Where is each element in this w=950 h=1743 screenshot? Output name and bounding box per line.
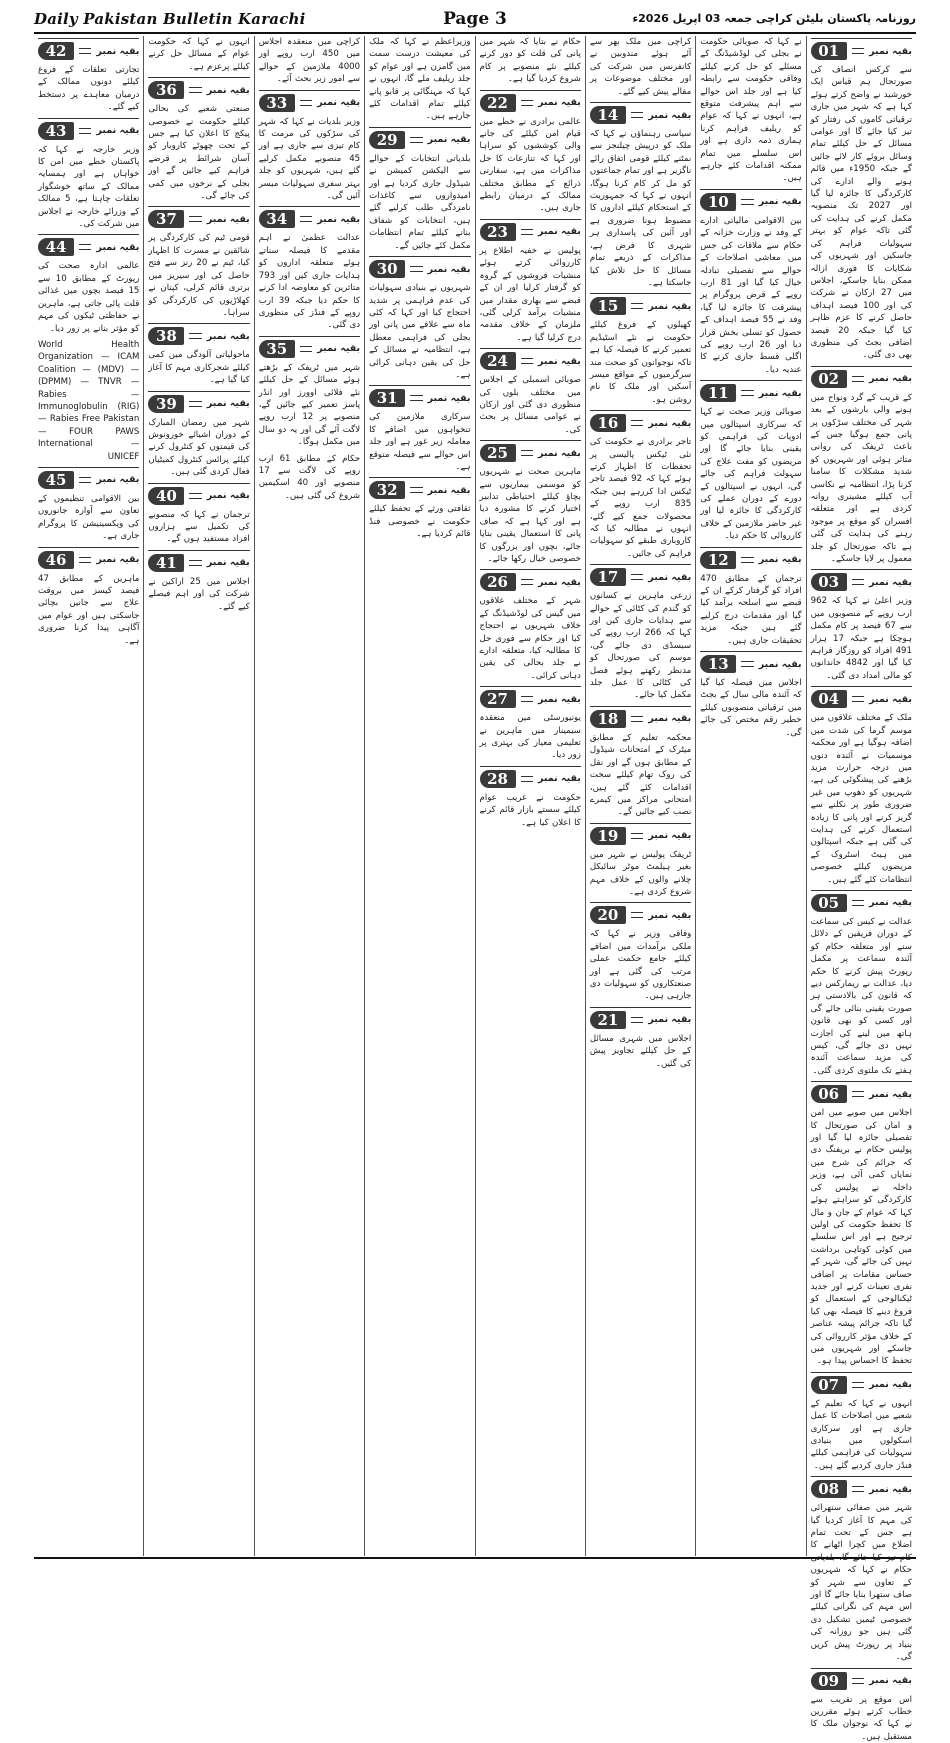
- continuation-label: بقیہ نمبر: [207, 490, 250, 501]
- continuation-tag: [480, 348, 581, 371]
- continuation-number: 03: [811, 573, 847, 591]
- news-paragraph: پولیس نے خفیہ اطلاع پر کارروائی کرتے ہوئے منشیات فروشوں کے گروہ کو گرفتار کرلیا اور ان کے قبضے سے بھاری مقدار میں منشیات برآمد کرلی گئی، ملزمان کے خلاف مقدمہ درج کرلیا گیا ہے۔: [480, 245, 581, 344]
- continuation-number: 12: [700, 551, 736, 569]
- news-paragraph: ماہرین کے مطابق 47 فیصد کیسز میں بروقت علاج سے جانیں بچائی جاسکتی ہیں اور عوام میں آگاہی پیدا کرنا ضروری ہے۔: [38, 573, 139, 647]
- continuation-number: 37: [148, 210, 184, 228]
- arrow-lines-icon: [629, 109, 645, 121]
- continuation-tag: [811, 38, 912, 61]
- news-paragraph: وفاقی وزیر نے کہا کہ ملکی برآمدات میں اضافے کیلئے جامع حکمت عملی مرتب کی گئی ہے اور صنعتکاروں کو سہولیات دی جارہی ہیں۔: [590, 928, 691, 1002]
- continuation-tag: [480, 569, 581, 592]
- continuation-number: 23: [480, 223, 516, 241]
- arrow-lines-icon: [519, 97, 535, 109]
- continuation-tag: [148, 550, 249, 573]
- continuation-label: بقیہ نمبر: [648, 910, 691, 921]
- arrow-lines-icon: [739, 387, 755, 399]
- continuation-number: 31: [369, 389, 405, 407]
- continuation-label: بقیہ نمبر: [538, 97, 581, 108]
- continuation-tag: [148, 391, 249, 414]
- continuation-tag: [811, 686, 912, 709]
- continuation-label: بقیہ نمبر: [207, 214, 250, 225]
- continuation-tag: [811, 1476, 912, 1499]
- continuation-number: 43: [38, 122, 74, 140]
- continuation-number: 01: [811, 42, 847, 60]
- continuation-number: 41: [148, 554, 184, 572]
- continuation-tag: [369, 256, 470, 279]
- news-column: [475, 36, 585, 1556]
- continuation-number: 02: [811, 370, 847, 388]
- arrow-lines-icon: [77, 241, 93, 253]
- arrow-lines-icon: [408, 263, 424, 275]
- arrow-lines-icon: [629, 571, 645, 583]
- arrow-lines-icon: [629, 1014, 645, 1026]
- news-paragraph: World Health Organization — ICAM Coalition — (MDV) — (DPMM) — TNVR — Rabies — Immunoglobulin (RIG) — Rabies Free Pakistan — FOUR PAWS International — UNICEF: [38, 339, 139, 463]
- news-paragraph: سے کرکس انصاف کی صورتحال ہم قیاس ایک خورشید نے واضح کرتے ہوئے کہا ہے کہ شہر میں جاری ترقیاتی کاموں کی رفتار کو تیز کیا جائے گا اور عوامی مسائل کے حل کیلئے تمام وسائل بروئے کار لائے جائیں گے جبکہ 1950ء میں قائم ہونے والے ادارے کی کارکردگی کا جائزہ لیا گیا اور 2027 تک منصوبہ مکمل کرنے کی ہدایت کی گئی تاکہ عوام کو بہتر سہولیات فراہم کی جاسکیں اور شہریوں کی شکایات کا فوری ازالہ ممکن بنایا جاسکے، اجلاس میں 27 ارکان نے شرکت کی اور 100 فیصد اہداف حاصل کرنے کا عزم ظاہر کیا گیا جبکہ 20 فیصد اضافی بجٹ کی منظوری بھی دی گئی۔: [811, 64, 912, 362]
- continuation-number: 46: [38, 551, 74, 569]
- news-paragraph: یونیورسٹی میں منعقدہ سیمینار میں ماہرین نے تعلیمی معیار کی بہتری پر زور دیا۔: [480, 712, 581, 762]
- continuation-number: 11: [700, 384, 736, 402]
- news-paragraph: وزیر اعلیٰ نے کہا کہ 962 ارب روپے کے منصوبوں میں سے 67 فیصد پر کام مکمل ہوچکا ہے جبکہ 17 ہزار 491 افراد کو روزگار فراہم کیا گیا اور 4842 خاندانوں کو مالی امداد دی گئی۔: [811, 595, 912, 682]
- continuation-number: 14: [590, 106, 626, 124]
- news-column: [364, 36, 474, 1556]
- continuation-number: 22: [480, 94, 516, 112]
- continuation-number: 05: [811, 894, 847, 912]
- continuation-number: 18: [590, 710, 626, 728]
- continuation-label: بقیہ نمبر: [317, 97, 360, 108]
- arrow-lines-icon: [77, 125, 93, 137]
- arrow-lines-icon: [77, 554, 93, 566]
- arrow-lines-icon: [739, 196, 755, 208]
- news-paragraph: حکام نے بتایا کہ شہر میں پانی کی قلت کو دور کرنے کیلئے نئے منصوبے پر کام شروع کردیا گیا ہے۔: [480, 36, 581, 86]
- news-paragraph: محکمہ تعلیم کے مطابق میٹرک کے امتحانات شیڈول کے مطابق ہوں گے اور نقل کی روک تھام کیلئے سخت اقدامات کئے گئے ہیں، امتحانی مراکز میں کیمرے نصب کیے جائیں گے۔: [590, 732, 691, 819]
- continuation-label: بقیہ نمبر: [869, 46, 912, 57]
- news-paragraph: اجلاس میں شہری مسائل کے حل کیلئے تجاویز پیش کی گئیں۔: [590, 1033, 691, 1070]
- arrow-lines-icon: [850, 1483, 866, 1495]
- continuation-label: بقیہ نمبر: [648, 1014, 691, 1025]
- arrow-lines-icon: [77, 45, 93, 57]
- continuation-label: بقیہ نمبر: [538, 356, 581, 367]
- continuation-label: بقیہ نمبر: [648, 713, 691, 724]
- continuation-label: بقیہ نمبر: [96, 242, 139, 253]
- continuation-label: بقیہ نمبر: [869, 1675, 912, 1686]
- arrow-lines-icon: [850, 897, 866, 909]
- continuation-tag: [480, 90, 581, 113]
- news-column: [806, 36, 916, 1556]
- continuation-tag: [38, 38, 139, 61]
- news-paragraph: صوبائی وزیر صحت نے کہا کہ سرکاری اسپتالوں میں ادویات کی فراہمی کو یقینی بنایا جائے گا اور مریضوں کو مفت علاج کی سہولت فراہم کی جائے گی، انہوں نے اسپتالوں کے دورے کے دوران عملے کی کارکردگی کا جائزہ لیا اور غیر حاضر ملازمین کے خلاف کارروائی کا حکم دیا۔: [700, 406, 801, 542]
- footer-rule: [34, 1557, 916, 1559]
- continuation-label: بقیہ نمبر: [538, 226, 581, 237]
- continuation-tag: [700, 547, 801, 570]
- continuation-number: 28: [480, 770, 516, 788]
- continuation-tag: [259, 206, 360, 229]
- continuation-tag: [148, 483, 249, 506]
- arrow-lines-icon: [850, 373, 866, 385]
- continuation-number: 34: [259, 210, 295, 228]
- masthead-english-title: Daily Pakistan Bulletin Karachi: [34, 10, 306, 28]
- arrow-lines-icon: [519, 693, 535, 705]
- continuation-number: 42: [38, 42, 74, 60]
- news-paragraph: سیاسی رہنماؤں نے کہا کہ ملک کو درپیش چیلنجز سے نمٹنے کیلئے قومی اتفاق رائے ناگزیر ہے اور تمام جماعتوں کو مل کر کام کرنا ہوگا، انہوں نے کہا کہ جمہوریت کے استحکام کیلئے اداروں کا مضبوط ہونا ضروری ہے اور آئین کی پاسداری ہر شہری کا فرض ہے، مذاکرات کے ذریعے تمام مسائل کا حل تلاش کیا جاسکتا ہے۔: [590, 128, 691, 289]
- continuation-tag: [811, 569, 912, 592]
- page-number: Page 3: [34, 9, 916, 29]
- news-paragraph: حکام کے مطابق 61 ارب روپے کی لاگت سے 17 منصوبے اور 40 اسکیمیں شروع کی گئی ہیں۔: [259, 453, 360, 503]
- continuation-label: بقیہ نمبر: [207, 557, 250, 568]
- news-paragraph: عالمی برادری نے خطے میں قیام امن کیلئے کی جانے والی کوششوں کو سراہا اور کہا کہ تنازعات کا حل مذاکرات میں ہے، سفارتی ذرائع کے مطابق مختلف ممالک کے درمیان رابطے جاری ہیں۔: [480, 116, 581, 215]
- arrow-lines-icon: [519, 447, 535, 459]
- arrow-lines-icon: [850, 693, 866, 705]
- continuation-label: بقیہ نمبر: [317, 343, 360, 354]
- continuation-tag: [369, 385, 470, 408]
- news-paragraph: سرکاری ملازمین کی تنخواہوں میں اضافے کا معاملہ زیر غور ہے اور جلد اس حوالے سے فیصلہ متوقع ہے۔: [369, 411, 470, 473]
- arrow-lines-icon: [408, 392, 424, 404]
- continuation-label: بقیہ نمبر: [759, 196, 802, 207]
- continuation-tag: [480, 686, 581, 709]
- continuation-label: بقیہ نمبر: [96, 474, 139, 485]
- news-column: [695, 36, 805, 1556]
- continuation-label: بقیہ نمبر: [869, 373, 912, 384]
- news-paragraph: ترجمان نے کہا کہ منصوبے کی تکمیل سے ہزاروں افراد مستفید ہوں گے۔: [148, 509, 249, 546]
- continuation-number: 07: [811, 1376, 847, 1394]
- continuation-tag: [590, 902, 691, 925]
- arrow-lines-icon: [298, 97, 314, 109]
- continuation-tag: [811, 366, 912, 389]
- continuation-number: 10: [700, 193, 736, 211]
- continuation-tag: [590, 410, 691, 433]
- arrow-lines-icon: [298, 213, 314, 225]
- continuation-number: 24: [480, 352, 516, 370]
- news-paragraph: بین الاقوامی مالیاتی ادارے کے وفد نے وزارت خزانہ کے حکام سے ملاقات کی جس میں معاشی اصلاحات کے حوالے سے تفصیلی تبادلہ خیال کیا گیا اور 81 ارب روپے کے قرض پروگرام پر پیشرفت کا جائزہ لیا گیا، وفد نے 55 فیصد اہداف کے حصول کو تسلی بخش قرار دیا اور 26 ارب روپے کی اگلی قسط جاری کرنے کا عندیہ دیا۔: [700, 215, 801, 376]
- continuation-label: بقیہ نمبر: [648, 418, 691, 429]
- continuation-number: 09: [811, 1672, 847, 1690]
- continuation-label: بقیہ نمبر: [869, 1379, 912, 1390]
- news-paragraph: تجارتی تعلقات کے فروغ کیلئے دونوں ممالک کے درمیان معاہدے پر دستخط کیے گئے۔: [38, 64, 139, 114]
- continuation-tag: [590, 102, 691, 125]
- news-paragraph: ملک کے مختلف علاقوں میں موسم گرما کی شدت میں اضافہ ہوگیا ہے اور محکمہ موسمیات نے آئندہ دنوں میں درجہ حرارت مزید بڑھنے کی پیشگوئی کی ہے، شہریوں کو دھوپ میں غیر ضروری طور پر نکلنے سے گریز کرنے اور پانی کا زیادہ استعمال کرنے کی ہدایت کی گئی ہے جبکہ اسپتالوں میں ہیٹ اسٹروک کے مریضوں کیلئے خصوصی انتظامات کئے گئے ہیں۔: [811, 712, 912, 886]
- news-paragraph: کھیلوں کے فروغ کیلئے حکومت نے نئے اسٹیڈیم تعمیر کرنے کا فیصلہ کیا ہے تاکہ نوجوانوں کو صحت مند سرگرمیوں کے مواقع میسر آسکیں اور ملک کا نام روشن ہو۔: [590, 319, 691, 406]
- continuation-tag: [811, 1372, 912, 1395]
- arrow-lines-icon: [739, 658, 755, 670]
- arrow-lines-icon: [739, 554, 755, 566]
- continuation-number: 17: [590, 568, 626, 586]
- news-paragraph: شہر میں صفائی ستھرائی کی مہم کا آغاز کردیا گیا ہے جس کے تحت تمام اضلاع میں کچرا اٹھانے کا کام تیز کیا جائے گا، بلدیاتی حکام نے کہا کہ شہریوں کے تعاون سے شہر کو صاف ستھرا بنایا جائے گا اور اس مہم کی نگرانی کیلئے خصوصی ٹیمیں تشکیل دی گئی ہیں جو روزانہ کی بنیاد پر رپورٹ پیش کریں گی۔: [811, 1502, 912, 1663]
- continuation-number: 06: [811, 1085, 847, 1103]
- continuation-tag: [590, 564, 691, 587]
- continuation-number: 25: [480, 444, 516, 462]
- arrow-lines-icon: [187, 398, 203, 410]
- news-paragraph: تاجر برادری نے حکومت کی نئی ٹیکس پالیسی پر تحفظات کا اظہار کرتے ہوئے کہا کہ 92 فیصد تاجر ٹیکس ادا کررہے ہیں جبکہ 835 ارب روپے کے محصولات جمع کیے گئے، انہوں نے مطالبہ کیا کہ کاروباری طبقے کو سہولیات فراہم کی جائیں۔: [590, 436, 691, 560]
- news-column: [254, 36, 364, 1556]
- news-paragraph: انہوں نے کہا کہ تعلیم کے شعبے میں اصلاحات کا عمل جاری ہے اور سرکاری اسکولوں میں بنیادی سہولیات کی فراہمی کیلئے فنڈز جاری کردیے گئے ہیں۔: [811, 1398, 912, 1472]
- arrow-lines-icon: [187, 490, 203, 502]
- continuation-label: بقیہ نمبر: [759, 388, 802, 399]
- arrow-lines-icon: [408, 484, 424, 496]
- continuation-tag: [259, 90, 360, 113]
- news-paragraph: صنعتی شعبے کی بحالی کیلئے حکومت نے خصوصی پیکج کا اعلان کیا ہے جس کے تحت چھوٹے کاروبار کو آسان شرائط پر قرضے فراہم کیے جائیں گے اور بجلی کے نرخوں میں کمی کی جائے گی۔: [148, 103, 249, 202]
- continuation-tag: [700, 380, 801, 403]
- news-paragraph: اجلاس میں 25 اراکین نے شرکت کی اور اہم فیصلے کیے گئے۔: [148, 576, 249, 613]
- continuation-number: 33: [259, 94, 295, 112]
- continuation-number: 44: [38, 238, 74, 256]
- arrow-lines-icon: [187, 84, 203, 96]
- continuation-number: 36: [148, 81, 184, 99]
- news-paragraph: شہریوں نے بنیادی سہولیات کی عدم فراہمی پر شدید احتجاج کیا اور کہا کہ کئی ماہ سے علاقے میں پانی اور بجلی کی فراہمی معطل ہے، انتظامیہ نے مسائل کے حل کی یقین دہانی کرائی ہے۔: [369, 282, 470, 381]
- continuation-tag: [590, 823, 691, 846]
- news-paragraph: قومی ٹیم کی کارکردگی پر شائقین نے مسرت کا اظہار کیا، ٹیم نے 20 رنز سے فتح حاصل کی اور سیریز میں برتری قائم کرلی، کپتان نے کھلاڑیوں کی کارکردگی کو سراہا۔: [148, 232, 249, 319]
- continuation-number: 38: [148, 327, 184, 345]
- arrow-lines-icon: [629, 417, 645, 429]
- continuation-label: بقیہ نمبر: [869, 1484, 912, 1495]
- continuation-label: بقیہ نمبر: [538, 773, 581, 784]
- continuation-tag: [369, 127, 470, 150]
- arrow-lines-icon: [77, 474, 93, 486]
- arrow-lines-icon: [850, 576, 866, 588]
- news-paragraph: ماحولیاتی آلودگی میں کمی کیلئے شجرکاری مہم کا آغاز کیا گیا ہے۔: [148, 349, 249, 386]
- news-column: [34, 36, 143, 1556]
- news-paragraph: اس موقع پر تقریب سے خطاب کرتے ہوئے مقررین نے کہا کہ نوجوان ملک کا مستقبل ہیں۔: [811, 1694, 912, 1743]
- continuation-tag: [259, 336, 360, 359]
- continuation-label: بقیہ نمبر: [538, 577, 581, 588]
- news-paragraph: بلدیاتی انتخابات کے حوالے سے الیکشن کمیشن نے شیڈول جاری کردیا ہے اور امیدواروں سے کاغذات نامزدگی طلب کرلیے گئے ہیں، انتخابات کو شفاف بنانے کیلئے تمام انتظامات مکمل کئے جائیں گے۔: [369, 153, 470, 252]
- continuation-number: 26: [480, 573, 516, 591]
- news-paragraph: شہر میں ٹریفک کے بڑھتے ہوئے مسائل کے حل کیلئے نئے فلائی اوورز اور انڈر پاسز تعمیر کیے جائیں گے، منصوبے پر 12 ارب روپے لاگت آئے گی اور یہ دو سال میں مکمل ہوگا۔: [259, 362, 360, 449]
- continuation-label: بقیہ نمبر: [759, 659, 802, 670]
- continuation-label: بقیہ نمبر: [428, 393, 471, 404]
- news-column: [585, 36, 695, 1556]
- continuation-tag: [590, 706, 691, 729]
- news-paragraph: کے قریب کے گرد ونواح میں ہونے والی بارشوں کے بعد شہر کی مختلف سڑکوں پر پانی جمع ہوگیا جس کے باعث ٹریفک کی روانی متاثر ہوئی اور شہریوں کو شدید مشکلات کا سامنا کرنا پڑا، انتظامیہ نے نکاسی آب کیلئے مشینری روانہ کردی ہے اور متعلقہ افسران کو موقع پر موجود رہنے کی ہدایت کی گئی ہے تاکہ صورتحال کو جلد معمول پر لایا جاسکے۔: [811, 392, 912, 566]
- continuation-tag: [480, 440, 581, 463]
- news-paragraph: وزیر بلدیات نے کہا کہ شہر کی سڑکوں کی مرمت کا کام تیزی سے جاری ہے اور 45 منصوبے مکمل کرلیے گئے ہیں، شہریوں کو جلد بہتر سفری سہولیات میسر آئیں گی۔: [259, 116, 360, 203]
- continuation-tag: [700, 189, 801, 212]
- continuation-number: 29: [369, 131, 405, 149]
- news-paragraph: حکومت نے غریب عوام کیلئے سستے بازار قائم کرنے کا اعلان کیا ہے۔: [480, 792, 581, 829]
- news-paragraph: عدالت عظمیٰ نے اہم مقدمے کا فیصلہ سناتے ہوئے متعلقہ اداروں کو ہدایات جاری کیں اور 793 متاثرین کو معاوضہ ادا کرنے کا حکم دیا جبکہ 39 ارب روپے کے فنڈز کی منظوری دی گئی۔: [259, 232, 360, 331]
- continuation-label: بقیہ نمبر: [428, 264, 471, 275]
- continuation-tag: [590, 293, 691, 316]
- news-paragraph: کراچی میں ملک بھر سے آئے ہوئے مندوبین نے کانفرنس میں شرکت کی اور مختلف موضوعات پر مقالے پیش کیے گئے۔: [590, 36, 691, 98]
- continuation-number: 20: [590, 906, 626, 924]
- continuation-tag: [38, 467, 139, 490]
- continuation-label: بقیہ نمبر: [869, 1089, 912, 1100]
- news-paragraph: نے کہا کہ صوبائی حکومت نے بجلی کی لوڈشیڈنگ کے مسئلے کو حل کرنے کیلئے وفاقی حکومت سے رابطہ کیا ہے اور جلد اس حوالے سے اہم پیشرفت متوقع ہے، انہوں نے کہا کہ عوام کو ریلیف فراہم کرنا ہماری ذمہ داری ہے اور اس سلسلے میں تمام ممکنہ اقدامات کئے جارہے ہیں۔: [700, 36, 801, 185]
- continuation-number: 35: [259, 340, 295, 358]
- arrow-lines-icon: [187, 557, 203, 569]
- continuation-tag: [700, 651, 801, 674]
- news-paragraph: انہوں نے کہا کہ حکومت عوام کے مسائل حل کرنے کیلئے پرعزم ہے۔: [148, 36, 249, 73]
- continuation-label: بقیہ نمبر: [648, 110, 691, 121]
- continuation-tag: [369, 477, 470, 500]
- news-paragraph: ٹریفک پولیس نے شہر میں بغیر ہیلمٹ موٹر سائیکل چلانے والوں کے خلاف مہم شروع کردی ہے۔: [590, 849, 691, 899]
- news-paragraph: زرعی ماہرین نے کسانوں کو گندم کی کٹائی کے حوالے سے ہدایات جاری کیں اور کہا کہ 266 ارب روپے کی سبسڈی دی جائے گی، موسم کی صورتحال کو مدنظر رکھتے ہوئے فصل کی کٹائی کا عمل جلد مکمل کیا جائے۔: [590, 590, 691, 702]
- continuation-label: بقیہ نمبر: [759, 554, 802, 565]
- continuation-label: بقیہ نمبر: [96, 554, 139, 565]
- continuation-label: بقیہ نمبر: [648, 572, 691, 583]
- news-paragraph: وزیراعظم نے کہا کہ ملک کی معیشت درست سمت میں گامزن ہے اور عوام کو جلد ریلیف ملے گا، انہوں نے کہا کہ مہنگائی پر قابو پانے کیلئے تمام اقدامات کئے جارہے ہیں۔: [369, 36, 470, 123]
- news-paragraph: ترجمان کے مطابق 470 افراد کو گرفتار کرکے ان کے قبضے سے اسلحہ برآمد کیا گیا اور مقدمات درج کرلیے گئے ہیں جبکہ مزید تحقیقات جاری ہیں۔: [700, 573, 801, 647]
- arrow-lines-icon: [850, 1675, 866, 1687]
- arrow-lines-icon: [519, 355, 535, 367]
- continuation-number: 27: [480, 690, 516, 708]
- continuation-label: بقیہ نمبر: [207, 85, 250, 96]
- news-column: [143, 36, 253, 1556]
- continuation-number: 30: [369, 260, 405, 278]
- masthead: [34, 8, 916, 34]
- arrow-lines-icon: [850, 1088, 866, 1100]
- arrow-lines-icon: [187, 330, 203, 342]
- continuation-number: 21: [590, 1011, 626, 1029]
- continuation-number: 32: [369, 481, 405, 499]
- continuation-tag: [480, 219, 581, 242]
- continuation-tag: [811, 1668, 912, 1691]
- arrow-lines-icon: [519, 226, 535, 238]
- arrow-lines-icon: [629, 830, 645, 842]
- continuation-label: بقیہ نمبر: [869, 694, 912, 705]
- continuation-label: بقیہ نمبر: [428, 485, 471, 496]
- news-paragraph: صوبائی اسمبلی کے اجلاس میں مختلف بلوں کی منظوری دی گئی اور ارکان نے عوامی مسائل پر بحث کی۔: [480, 374, 581, 436]
- continuation-number: 40: [148, 487, 184, 505]
- arrow-lines-icon: [408, 134, 424, 146]
- continuation-tag: [811, 890, 912, 913]
- continuation-number: 45: [38, 471, 74, 489]
- news-paragraph: کراچی میں منعقدہ اجلاس میں 450 ارب روپے اور 4000 ملازمین کے حوالے سے امور زیر بحث آئے۔: [259, 36, 360, 86]
- continuation-tag: [811, 1081, 912, 1104]
- continuation-label: بقیہ نمبر: [207, 398, 250, 409]
- continuation-label: بقیہ نمبر: [207, 331, 250, 342]
- continuation-label: بقیہ نمبر: [428, 134, 471, 145]
- continuation-tag: [480, 766, 581, 789]
- news-paragraph: اجلاس میں فیصلہ کیا گیا کہ آئندہ مالی سال کے بجٹ میں ترقیاتی منصوبوں کیلئے خطیر رقم مختص کی جائے گی۔: [700, 677, 801, 739]
- news-paragraph: بین الاقوامی تنظیموں کے تعاون سے آوارہ جانوروں کی ویکسینیشن کا پروگرام جاری ہے۔: [38, 493, 139, 543]
- continuation-label: بقیہ نمبر: [869, 897, 912, 908]
- continuation-number: 16: [590, 414, 626, 432]
- news-paragraph: شہر میں رمضان المبارک کے دوران اشیائے خورونوش کی قیمتوں کو کنٹرول کرنے کیلئے پرائس کنٹرول کمیٹیاں فعال کردی گئی ہیں۔: [148, 417, 249, 479]
- continuation-number: 15: [590, 297, 626, 315]
- continuation-number: 13: [700, 655, 736, 673]
- news-paragraph: عالمی ادارہ صحت کی رپورٹ کے مطابق 10 سے 15 فیصد بچوں میں غذائی قلت پائی جاتی ہے، ماہرین نے حفاظتی ٹیکوں کی مہم کو مؤثر بنانے پر زور دیا۔: [38, 260, 139, 334]
- continuation-tag: [148, 323, 249, 346]
- continuation-label: بقیہ نمبر: [538, 694, 581, 705]
- newspaper-columns: [34, 36, 916, 1556]
- continuation-label: بقیہ نمبر: [96, 46, 139, 57]
- continuation-tag: [590, 1007, 691, 1030]
- continuation-label: بقیہ نمبر: [648, 830, 691, 841]
- continuation-number: 19: [590, 827, 626, 845]
- continuation-tag: [38, 547, 139, 570]
- arrow-lines-icon: [629, 909, 645, 921]
- news-paragraph: ثقافتی ورثے کے تحفظ کیلئے حکومت نے خصوصی فنڈ قائم کردیا ہے۔: [369, 503, 470, 540]
- continuation-label: بقیہ نمبر: [869, 577, 912, 588]
- arrow-lines-icon: [519, 576, 535, 588]
- continuation-number: 08: [811, 1480, 847, 1498]
- continuation-tag: [38, 118, 139, 141]
- news-paragraph: عدالت نے کیس کی سماعت کے دوران فریقین کے دلائل سنے اور متعلقہ حکام کو آئندہ سماعت پر مکمل رپورٹ پیش کرنے کا حکم دیا، عدالت نے ریمارکس دیے کہ قانون کی بالادستی ہر صورت یقینی بنائی جائے گی اور کسی کو بھی قانون ہاتھ میں لینے کی اجازت نہیں دی جائے گی، کیس کی مزید سماعت آئندہ ہفتے تک ملتوی کردی گئی۔: [811, 916, 912, 1077]
- continuation-tag: [38, 234, 139, 257]
- continuation-tag: [148, 77, 249, 100]
- continuation-label: بقیہ نمبر: [538, 448, 581, 459]
- continuation-label: بقیہ نمبر: [317, 214, 360, 225]
- news-paragraph: اجلاس میں صوبے میں امن و امان کی صورتحال کا تفصیلی جائزہ لیا گیا اور پولیس حکام نے بریفنگ دی کہ جرائم کی شرح میں نمایاں کمی آئی ہے، وزیر داخلہ نے پولیس کی کارکردگی کو سراہتے ہوئے کہا کہ عوام کے جان و مال کا تحفظ حکومت کی اولین ترجیح ہے اور اس سلسلے میں کوئی کوتاہی برداشت نہیں کی جائے گی، شہر کے حساس مقامات پر اضافی نفری تعینات کرنے اور جدید ٹیکنالوجی کے استعمال کو فروغ دینے کا فیصلہ بھی کیا گیا تاکہ جرائم پیشہ عناصر کے خلاف مؤثر کارروائی کی جاسکے اور شہریوں میں تحفظ کا احساس پیدا ہو۔: [811, 1107, 912, 1368]
- arrow-lines-icon: [850, 1379, 866, 1391]
- continuation-number: 04: [811, 690, 847, 708]
- continuation-number: 39: [148, 395, 184, 413]
- continuation-tag: [148, 206, 249, 229]
- continuation-label: بقیہ نمبر: [96, 125, 139, 136]
- arrow-lines-icon: [519, 773, 535, 785]
- news-paragraph: وزیر خارجہ نے کہا کہ پاکستان خطے میں امن کا خواہاں ہے اور ہمسایہ ممالک کے ساتھ خوشگوار تعلقات چاہتا ہے، 5 ممالک کے وزرائے خارجہ نے اجلاس میں شرکت کی۔: [38, 144, 139, 231]
- masthead-urdu-dateline: روزنامہ پاکستان بلیٹن کراچی جمعہ 03 اپریل 2026ء: [633, 12, 916, 25]
- continuation-label: بقیہ نمبر: [648, 301, 691, 312]
- news-paragraph: ماہرین صحت نے شہریوں کو موسمی بیماریوں سے بچاؤ کیلئے احتیاطی تدابیر اختیار کرنے کا مشورہ دیا ہے اور کہا ہے کہ صاف پانی کا استعمال یقینی بنایا جائے، بچوں اور بزرگوں کا خصوصی خیال رکھا جائے۔: [480, 466, 581, 565]
- arrow-lines-icon: [298, 343, 314, 355]
- news-paragraph: شہر کے مختلف علاقوں میں گیس کی لوڈشیڈنگ کے خلاف شہریوں نے احتجاج کیا اور حکام سے فوری حل کا مطالبہ کیا، متعلقہ ادارے نے جلد بحالی کی یقین دہانی کرائی۔: [480, 595, 581, 682]
- arrow-lines-icon: [187, 213, 203, 225]
- arrow-lines-icon: [629, 300, 645, 312]
- arrow-lines-icon: [850, 45, 866, 57]
- arrow-lines-icon: [629, 713, 645, 725]
